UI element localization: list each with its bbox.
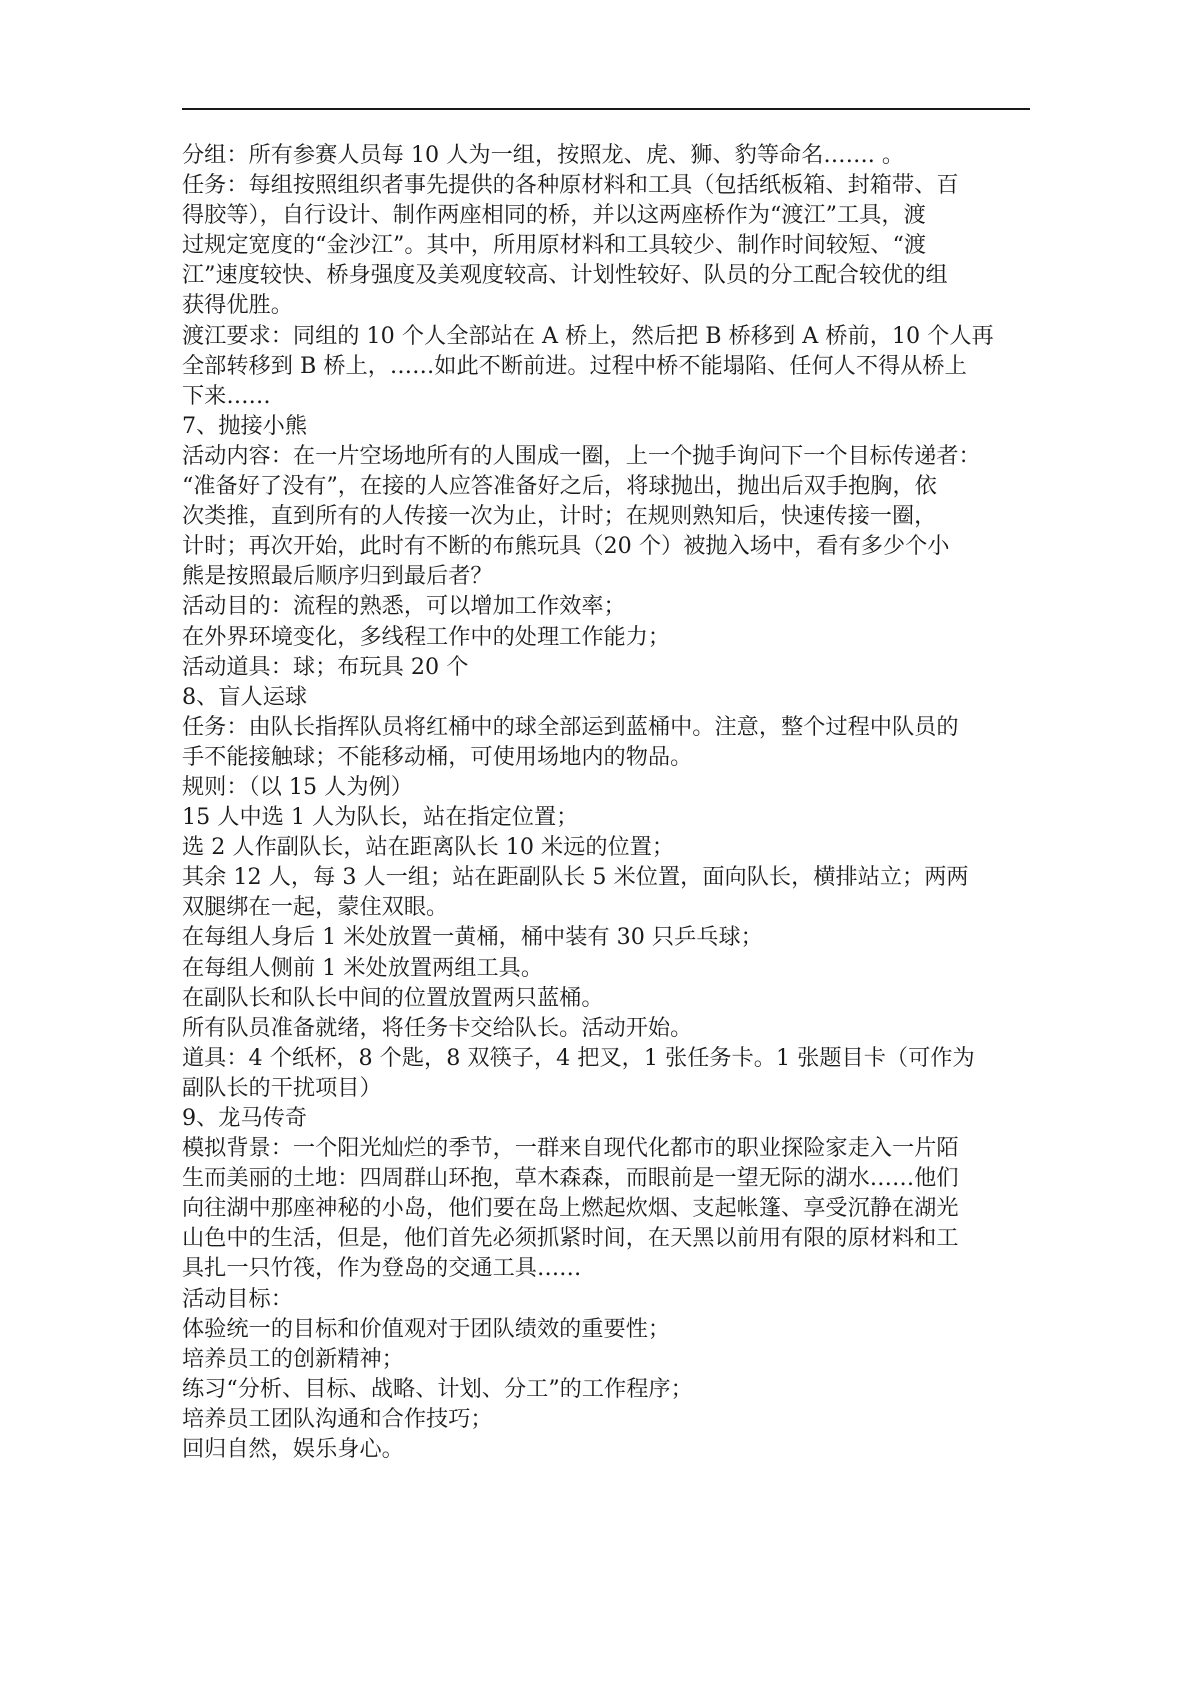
text-line: 在外界环境变化，多线程工作中的处理工作能力； — [182, 623, 671, 650]
text-line: 活动目标： — [182, 1285, 293, 1312]
text-line: 双腿绑在一起，蒙住双眼。 — [182, 894, 449, 921]
text-line: 副队长的干扰项目） — [182, 1074, 382, 1101]
section-heading: 7、抛接小熊 — [182, 412, 308, 439]
text-line: 获得优胜。 — [182, 292, 293, 319]
text-line: 培养员工团队沟通和合作技巧； — [182, 1405, 493, 1432]
text-line: 15 人中选 1 人为队长，站在指定位置； — [182, 804, 579, 831]
text-line: 得胶等），自行设计、制作两座相同的桥，并以这两座桥作为“渡江”工具，渡 — [182, 202, 926, 229]
text-line: 在副队长和队长中间的位置放置两只蓝桶。 — [182, 984, 604, 1011]
text-line: 活动道具：球；布玩具 20 个 — [182, 653, 469, 680]
text-line: 生而美丽的土地：四周群山环抱，草木森森，而眼前是一望无际的湖水……他们 — [182, 1165, 959, 1192]
text-line: 手不能接触球；不能移动桶，可使用场地内的物品。 — [182, 743, 693, 770]
text-line: 模拟背景：一个阳光灿烂的季节，一群来自现代化都市的职业探险家走入一片陌 — [182, 1135, 959, 1162]
text-line: 体验统一的目标和价值观对于团队绩效的重要性； — [182, 1315, 671, 1342]
text-line: 其余 12 人，每 3 人一组；站在距副队长 5 米位置，面向队长，横排站立；两两 — [182, 864, 969, 891]
text-line: 任务：每组按照组织者事先提供的各种原材料和工具（包括纸板箱、封箱带、百 — [182, 172, 959, 199]
text-line: 熊是按照最后顺序归到最后者？ — [182, 563, 493, 590]
text-line: 在每组人侧前 1 米处放置两组工具。 — [182, 954, 544, 981]
text-line: 所有队员准备就绪，将任务卡交给队长。活动开始。 — [182, 1014, 693, 1041]
text-line: 培养员工的创新精神； — [182, 1345, 404, 1372]
section-heading: 9、龙马传奇 — [182, 1105, 308, 1131]
document-body — [182, 140, 1042, 1464]
text-line: 道具：4 个纸杯，8 个匙，8 双筷子，4 把叉，1 张任务卡。1 张题目卡（可作为 — [182, 1044, 975, 1071]
header-rule — [182, 108, 1030, 110]
text-line: 具扎一只竹筏，作为登岛的交通工具…… — [182, 1255, 582, 1282]
text-line: 江”速度较快、桥身强度及美观度较高、计划性较好、队员的分工配合较优的组 — [182, 262, 948, 289]
section-heading: 8、盲人运球 — [182, 683, 308, 710]
text-line: 向往湖中那座神秘的小岛，他们要在岛上燃起炊烟、支起帐篷、享受沉静在湖光 — [182, 1195, 959, 1222]
text-line: 分组：所有参赛人员每 10 人为一组，按照龙、虎、狮、豹等命名……. 。 — [182, 142, 905, 168]
text-line: 练习“分析、目标、战略、计划、分工”的工作程序； — [182, 1375, 693, 1402]
text-line: 在每组人身后 1 米处放置一黄桶，桶中装有 30 只乒乓球； — [182, 924, 763, 951]
text-line: 选 2 人作副队长，站在距离队长 10 米远的位置； — [182, 834, 675, 861]
text-line: 全部转移到 B 桥上，……如此不断前进。过程中桥不能塌陷、任何人不得从桥上 — [182, 352, 967, 379]
text-line: 规则：（以 15 人为例） — [182, 773, 413, 800]
text-line: “准备好了没有”，在接的人应答准备好之后，将球抛出，抛出后双手抱胸，依 — [182, 473, 937, 500]
text-line: 计时；再次开始，此时有不断的布熊玩具（20 个）被抛入场中，看有多少个小 — [182, 533, 950, 560]
text-line: 活动目的：流程的熟悉，可以增加工作效率； — [182, 593, 626, 620]
text-line: 回归自然，娱乐身心。 — [182, 1436, 404, 1463]
text-line: 活动内容：在一片空场地所有的人围成一圈，上一个抛手询问下一个目标传递者： — [182, 442, 981, 469]
text-line: 过规定宽度的“金沙江”。其中，所用原材料和工具较少、制作时间较短、“渡 — [182, 232, 927, 259]
text-line: 山色中的生活，但是，他们首先必须抓紧时间，在天黑以前用有限的原材料和工 — [182, 1225, 959, 1252]
text-line: 任务：由队长指挥队员将红桶中的球全部运到蓝桶中。注意，整个过程中队员的 — [182, 713, 959, 740]
text-line: 渡江要求：同组的 10 个人全部站在 A 桥上，然后把 B 桥移到 A 桥前，10 个人再 — [182, 322, 994, 349]
text-line: 下来…… — [182, 382, 271, 409]
text-line: 次类推，直到所有的人传接一次为止，计时；在规则熟知后，快速传接一圈， — [182, 503, 937, 530]
